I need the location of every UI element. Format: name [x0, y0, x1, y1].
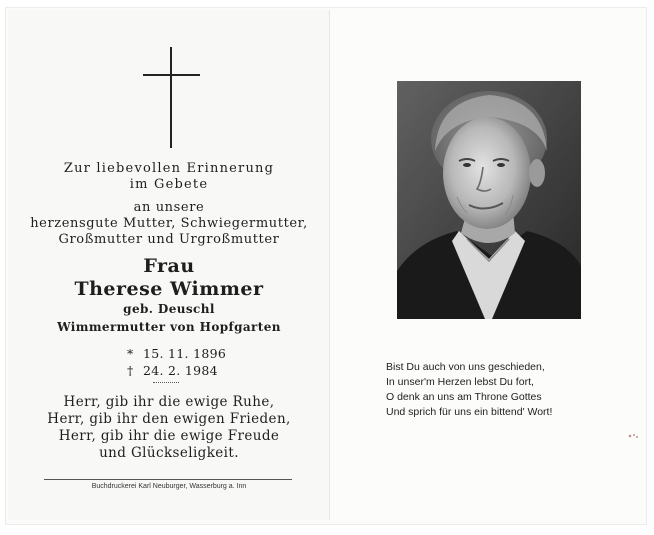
- prayer-line-4: und Glückseligkeit.: [99, 445, 239, 461]
- birth-date-row: [127, 346, 226, 361]
- birth-symbol: *: [127, 346, 134, 361]
- portrait-photo: [397, 81, 581, 319]
- title-frau: Frau: [143, 255, 195, 277]
- printer-imprint: Buchdruckerei Karl Neuburger, Wasserburg a. Inn: [91, 483, 247, 490]
- maiden-name: geb. Deuschl: [123, 302, 215, 316]
- prayer-line-3: Herr, gib ihr die ewige Freude: [58, 428, 280, 444]
- verse-line-1: Bist Du auch von uns geschieden,: [386, 361, 545, 373]
- heading-line-1: Zur liebevollen Erinnerung: [63, 161, 275, 176]
- deceased-name: Therese Wimmer: [74, 278, 264, 300]
- footer-rule: [44, 479, 292, 480]
- verse-block: [386, 360, 626, 420]
- prayer-line-1: Herr, gib ihr die ewige Ruhe,: [63, 394, 275, 410]
- death-symbol: †: [127, 363, 134, 378]
- verse-line-4: Und sprich für uns ein bittend' Wort!: [386, 406, 553, 418]
- intro-line-1: an unsere: [133, 200, 205, 215]
- intro-line-3: Großmutter und Urgroßmutter: [58, 232, 280, 247]
- death-date: 24. 2. 1984: [143, 363, 218, 378]
- death-date-row: [127, 363, 218, 378]
- verse-line-2: In unser'm Herzen lebst Du fort,: [386, 376, 534, 388]
- verse-line-3: O denk an uns am Throne Gottes: [386, 391, 542, 403]
- heading-line-2: im Gebete: [129, 177, 209, 192]
- birth-date: 15. 11. 1896: [143, 346, 227, 361]
- divider-ornament: [153, 382, 179, 385]
- paper-speck: [628, 433, 640, 439]
- intro-line-2: herzensgute Mutter, Schwiegermutter,: [30, 216, 308, 231]
- prayer-line-2: Herr, gib ihr den ewigen Frieden,: [47, 411, 291, 427]
- descriptor: Wimmermutter von Hopfgarten: [57, 320, 281, 334]
